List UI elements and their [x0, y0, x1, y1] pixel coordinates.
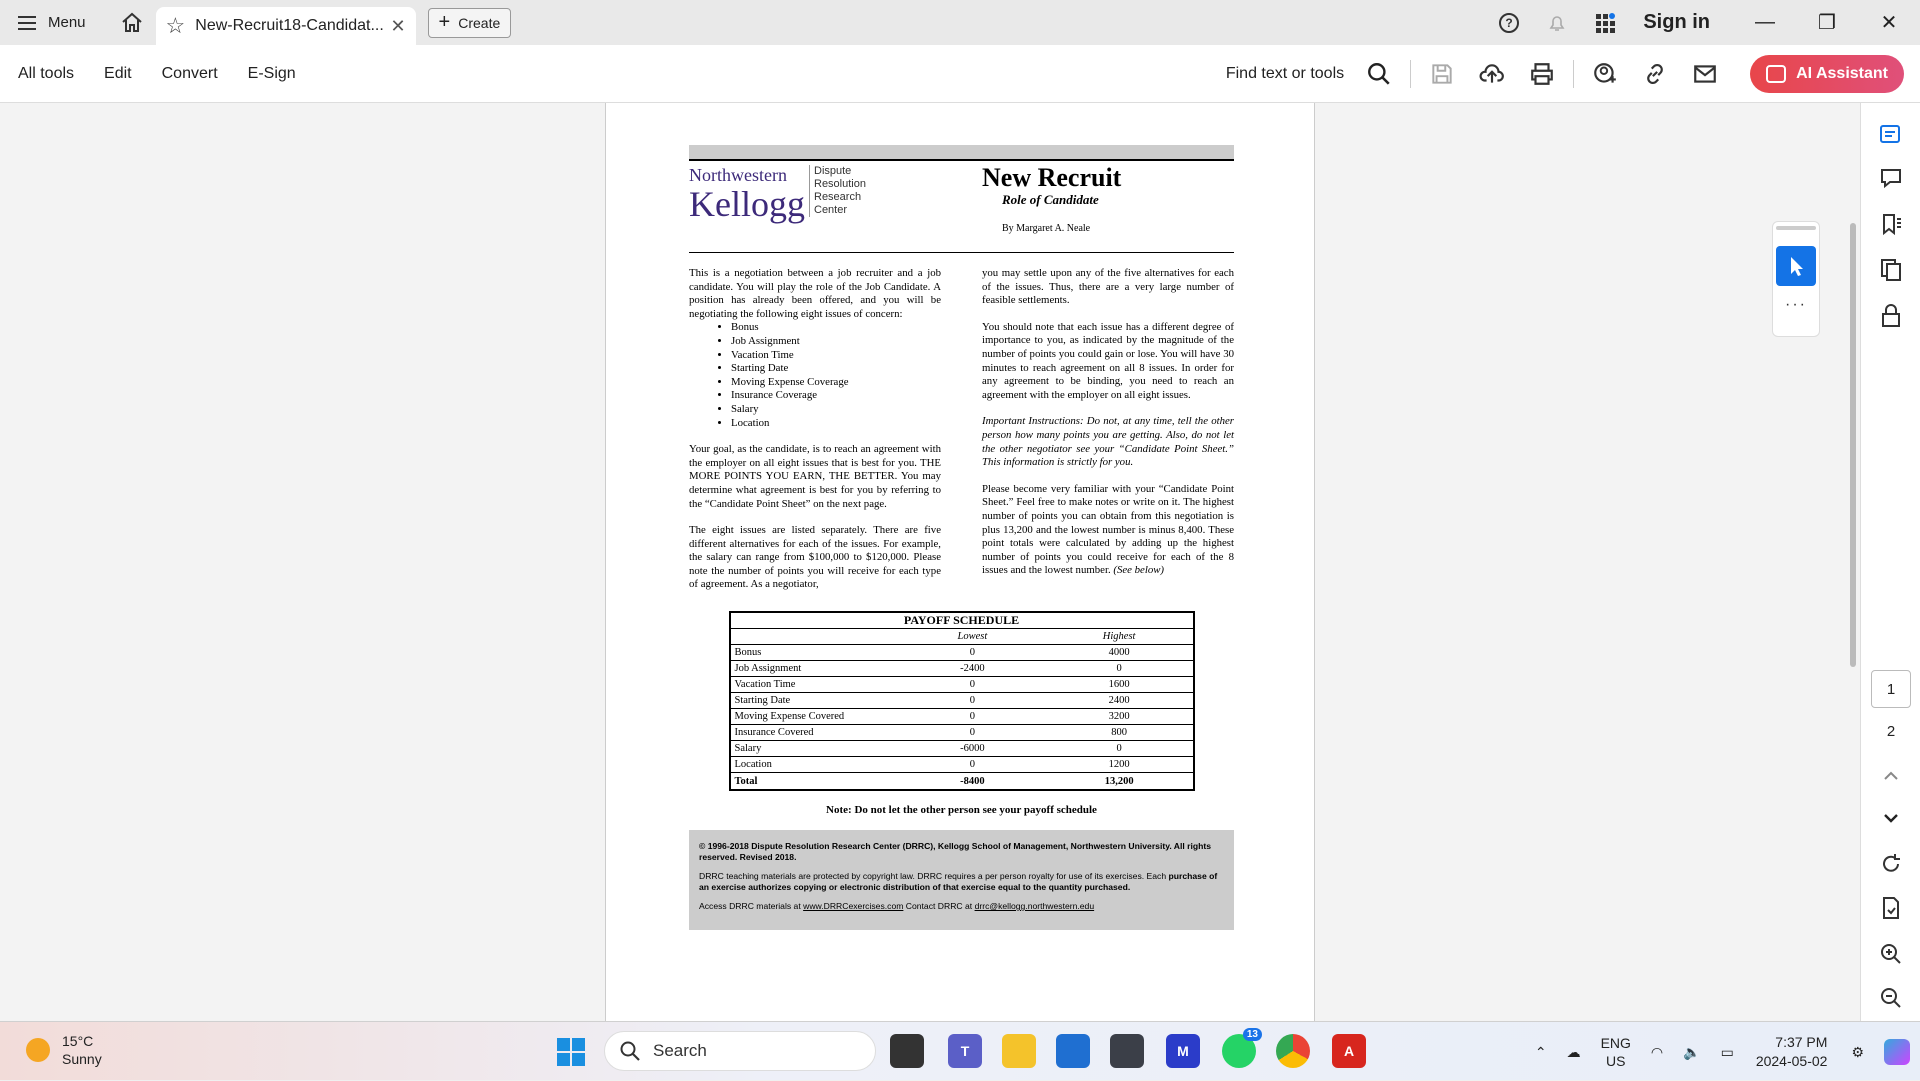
page-content — [689, 145, 1234, 930]
list-item: • Vacation Time — [731, 349, 941, 363]
low-cell: 0 — [969, 727, 976, 739]
teams-app-icon[interactable]: T — [948, 1034, 982, 1068]
minimize-icon[interactable]: — — [1755, 11, 1775, 33]
table-row — [731, 645, 1193, 661]
cloud-upload-icon[interactable] — [1479, 61, 1505, 87]
battery-icon[interactable]: ▭ — [1720, 1043, 1734, 1060]
vertical-scrollbar[interactable] — [1850, 223, 1856, 667]
issue-cell: Starting Date — [734, 695, 791, 707]
list-item: • Job Assignment — [731, 335, 941, 349]
email-icon[interactable] — [1692, 61, 1718, 87]
high-cell: 800 — [1111, 727, 1128, 739]
divider — [1573, 60, 1574, 88]
drrc-line: Dispute — [814, 165, 852, 177]
issue-cell: Bonus — [734, 647, 762, 659]
issue-list — [731, 321, 941, 430]
save-icon[interactable] — [1429, 61, 1455, 87]
volume-icon[interactable]: 🔈 — [1683, 1043, 1701, 1060]
search-icon[interactable] — [1366, 61, 1392, 87]
drrc-email-link[interactable]: drrc@kellogg.northwestern.edu — [974, 901, 1095, 912]
access-text: Access DRRC materials at — [699, 901, 804, 912]
document-header — [689, 159, 1234, 253]
copilot-icon[interactable] — [1884, 1039, 1910, 1065]
drrc-website-link[interactable]: www.DRRCexercises.com — [803, 901, 904, 912]
share-user-icon[interactable] — [1592, 61, 1618, 87]
plus-icon: + — [438, 11, 451, 33]
menu-all-tools[interactable]: All tools — [18, 64, 75, 82]
low-cell: -8400 — [960, 775, 985, 787]
issue-cell: Total — [734, 775, 758, 787]
col-lowest: Lowest — [957, 631, 988, 643]
create-button[interactable] — [428, 8, 512, 38]
paragraph: This is a negotiation between a job recruiter and a job candidate. You will play the role of the Job Candidate. A position has already been offered, and you will be negotiating the following eight issues of concern: — [689, 267, 941, 320]
date: 2024-05-02 — [1755, 1052, 1828, 1069]
paragraph: You should note that each issue has a different degree of importance to you, as indicated by the magnitude of the number of points you could gain or lose. You will have 30 minutes to reach agreement on all 8 issues. In order for any agreement to be binding, you need to reach an agreement with the employer on all eight issues. — [982, 320, 1234, 401]
menu-convert[interactable]: Convert — [161, 64, 218, 82]
tab-title: New-Recruit18-Candidat... — [195, 17, 384, 34]
low-cell: 0 — [969, 711, 976, 723]
ai-assistant-label: AI Assistant — [1796, 65, 1888, 82]
menu-button[interactable] — [18, 7, 86, 39]
list-item: • Salary — [731, 403, 941, 417]
notification-bell-icon[interactable] — [1545, 11, 1569, 35]
menu-edit[interactable]: Edit — [104, 64, 132, 82]
acrobat-icon[interactable]: A — [1332, 1034, 1366, 1068]
lock-icon[interactable] — [1878, 303, 1904, 329]
microsoft-store-icon[interactable] — [1056, 1034, 1090, 1068]
right-column — [982, 267, 1234, 605]
help-icon[interactable] — [1497, 11, 1521, 35]
paragraph — [982, 483, 1234, 578]
print-icon[interactable] — [1529, 61, 1555, 87]
drag-handle[interactable] — [1776, 226, 1816, 230]
close-window-icon[interactable]: ✕ — [1880, 12, 1898, 34]
payoff-title: PAYOFF SCHEDULE — [731, 613, 1193, 629]
document-author: By Margaret A. Neale — [1002, 223, 1091, 234]
zoom-in-icon[interactable] — [1878, 941, 1904, 967]
language-indicator[interactable] — [1601, 1034, 1631, 1070]
high-cell: 0 — [1116, 663, 1122, 675]
search-icon — [619, 1040, 641, 1062]
document-title: New Recruit — [982, 163, 1122, 192]
two-column-text — [689, 267, 1234, 605]
sun-icon — [26, 1038, 50, 1062]
list-item: • Location — [731, 417, 941, 431]
table-row — [731, 757, 1193, 773]
high-cell: 0 — [1116, 743, 1122, 755]
create-label: Create — [458, 14, 501, 31]
low-cell: 0 — [969, 695, 976, 707]
issue-cell: Vacation Time — [734, 679, 796, 691]
document-viewer[interactable] — [0, 103, 1860, 1021]
col-highest: Highest — [1102, 631, 1136, 643]
payoff-note: Note: Do not let the other person see your payoff schedule — [826, 804, 1097, 817]
search-label: Search — [653, 1041, 707, 1060]
notice-bold: purchase of an exercise authorizes copying or electronic distribution of that exercise equal to the quantity purchased. — [699, 871, 1218, 893]
low-cell: -6000 — [960, 743, 985, 755]
rotate-icon[interactable] — [1878, 851, 1904, 877]
high-cell: 4000 — [1108, 647, 1130, 659]
menu-e-sign[interactable]: E-Sign — [247, 64, 296, 82]
issue-cell: Job Assignment — [734, 663, 802, 675]
drrc-line: Resolution — [814, 178, 866, 190]
list-item: • Moving Expense Coverage — [731, 376, 941, 390]
table-header-row — [731, 629, 1193, 645]
quick-tools-panel — [1772, 221, 1820, 337]
pages-icon[interactable] — [1878, 257, 1904, 283]
left-column — [689, 267, 941, 605]
main-toolbar — [0, 45, 1920, 103]
windows-taskbar — [0, 1021, 1920, 1080]
right-rail — [1860, 103, 1920, 1021]
weather-condition: Sunny — [62, 1051, 102, 1067]
kellogg-logo-text: Kellogg — [689, 184, 805, 224]
select-cursor-icon[interactable] — [1776, 246, 1816, 286]
low-cell: 0 — [969, 647, 976, 659]
payoff-table — [729, 611, 1195, 791]
clock[interactable] — [1756, 1033, 1828, 1071]
high-cell: 13,200 — [1104, 775, 1134, 787]
issue-cell: Moving Expense Covered — [734, 711, 845, 723]
see-below: (See below) — [1113, 564, 1165, 577]
find-text-label[interactable]: Find text or tools — [1225, 65, 1345, 82]
high-cell: 3200 — [1108, 711, 1130, 723]
home-icon[interactable] — [120, 11, 144, 35]
access-line — [699, 901, 1224, 912]
title-bar — [0, 0, 1920, 45]
divider — [1410, 60, 1411, 88]
hamburger-icon — [18, 16, 36, 30]
high-cell: 1200 — [1108, 759, 1130, 771]
chevron-up-icon[interactable]: ⌃ — [1534, 1043, 1547, 1060]
language: ENG — [1600, 1034, 1631, 1051]
table-row — [731, 709, 1193, 725]
high-cell: 1600 — [1108, 679, 1130, 691]
close-tab-icon[interactable]: ✕ — [390, 15, 406, 36]
windows-start-icon[interactable] — [556, 1037, 586, 1067]
app-icon[interactable] — [1110, 1034, 1144, 1068]
table-row — [731, 677, 1193, 693]
paragraph: The eight issues are listed separately. There are five different alternatives for each of the issues. For example, the salary can range from $100,000 to $120,000. Please note the number of points you will receive for each type of agreement. As a negotiator, — [689, 524, 941, 591]
table-row — [731, 725, 1193, 741]
list-item: • Bonus — [731, 321, 941, 335]
temperature: 15°C — [62, 1033, 94, 1049]
copyright-notice — [699, 871, 1224, 893]
svg-text:?: ? — [1505, 15, 1513, 30]
onedrive-icon[interactable]: ☁ — [1566, 1043, 1581, 1060]
weather-widget[interactable] — [26, 1032, 102, 1068]
table-row — [731, 661, 1193, 677]
page-number-current[interactable]: 1 — [1871, 670, 1911, 708]
header-bar — [689, 145, 1234, 159]
low-cell: 0 — [969, 759, 976, 771]
ai-assistant-button[interactable] — [1750, 55, 1904, 93]
page-number-next[interactable]: 2 — [1886, 723, 1896, 740]
issue-cell: Location — [734, 759, 772, 771]
editor-app-icon[interactable]: M — [1166, 1034, 1200, 1068]
settings-gear-icon[interactable]: ⚙ — [1851, 1043, 1864, 1060]
more-options-icon[interactable]: ··· — [1785, 296, 1807, 313]
pdf-page — [605, 103, 1315, 1021]
taskbar-search[interactable] — [604, 1031, 876, 1071]
chevron-up-icon[interactable] — [1878, 763, 1904, 789]
drrc-line: Center — [814, 204, 848, 216]
paragraph-text: Please become very familiar with your “Candidate Point Sheet.” Feel free to make notes or write on it. The highest number of points you can obtain from this negotiation is plus 13,200 and the lowest number is minus 8,400. These point totals were calculated by adding up the highest number of points you could receive for each of the 8 issues and the lowest number. — [982, 482, 1234, 577]
chrome-icon[interactable] — [1276, 1034, 1310, 1068]
northwestern-logo-text: Northwestern — [689, 165, 787, 185]
list-item: • Starting Date — [731, 362, 941, 376]
wifi-icon[interactable]: ◠ — [1650, 1043, 1664, 1060]
star-icon[interactable]: ☆ — [165, 13, 186, 38]
table-row — [731, 741, 1193, 757]
copyright-text: © 1996-2018 Dispute Resolution Research Center (DRRC), Kellogg School of Management, Northwestern University. All rights reserved. Revised 2018. — [699, 841, 1212, 863]
total-row — [731, 773, 1193, 789]
table-row — [731, 693, 1193, 709]
ai-assistant-icon — [1766, 65, 1786, 83]
copyright-box — [689, 830, 1234, 930]
file-viewer-app-icon[interactable] — [890, 1034, 924, 1068]
sign-in-button[interactable]: Sign in — [1643, 11, 1710, 33]
issue-cell: Insurance Covered — [734, 727, 814, 739]
notice-text: DRRC teaching materials are protected by copyright law. DRRC requires a per person royalty for use of its exercises. Each — [699, 871, 1169, 882]
paragraph: you may settle upon any of the five alternatives for each of the issues. Thus, there are a very large number of feasible settlements. — [982, 267, 1234, 307]
low-cell: 0 — [969, 679, 976, 691]
file-explorer-icon[interactable] — [1002, 1034, 1036, 1068]
restore-icon[interactable]: ❐ — [1818, 12, 1836, 34]
issue-cell: Salary — [734, 743, 762, 755]
drrc-line: Research — [814, 191, 862, 203]
document-role: Role of Candidate — [1002, 192, 1099, 207]
time: 7:37 PM — [1775, 1033, 1828, 1050]
chevron-down-icon[interactable] — [1878, 805, 1904, 831]
document-tab[interactable] — [156, 7, 416, 45]
important-instructions: Important Instructions: Do not, at any time, tell the other person how many points you are getting. Also, do not let the other negotiator see your “Candidate Point Sheet.” This information is strictly for you. — [982, 415, 1234, 469]
comments-panel-icon[interactable] — [1878, 121, 1904, 147]
paragraph: Your goal, as the candidate, is to reach an agreement with the employer on all eight issues that is best for you. THE MORE POINTS YOU EARN, THE BETTER. You may determine what agreement is best for you by referring to the “Candidate Point Sheet” on the next page. — [689, 443, 941, 510]
zoom-out-icon[interactable] — [1878, 985, 1904, 1011]
link-icon[interactable] — [1642, 61, 1668, 87]
comment-icon[interactable] — [1878, 165, 1904, 191]
bookmark-icon[interactable] — [1878, 211, 1904, 237]
drrc-label — [809, 165, 866, 217]
high-cell: 2400 — [1108, 695, 1130, 707]
apps-grid-icon[interactable] — [1593, 11, 1617, 35]
list-item: • Insurance Coverage — [731, 389, 941, 403]
menu-label: Menu — [48, 14, 86, 31]
contact-text: Contact DRRC at — [903, 901, 975, 912]
page-extract-icon[interactable] — [1878, 895, 1904, 921]
whatsapp-badge: 13 — [1243, 1028, 1262, 1041]
region: US — [1606, 1052, 1626, 1069]
low-cell: -2400 — [960, 663, 985, 675]
system-tray — [1525, 1022, 1920, 1081]
whatsapp-icon[interactable] — [1222, 1029, 1258, 1068]
